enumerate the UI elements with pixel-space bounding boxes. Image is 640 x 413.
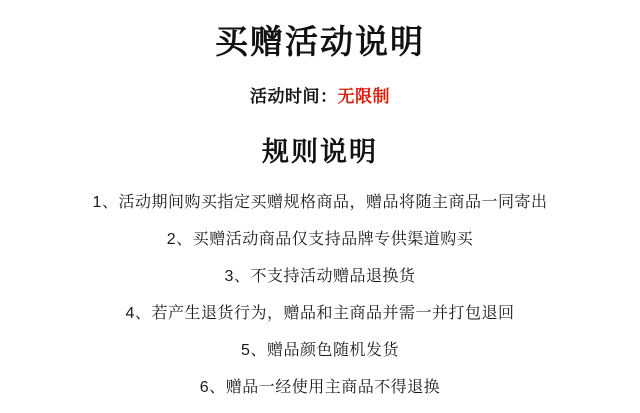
activity-period: [250, 82, 390, 107]
list-item: 3、不支持活动赠品退换货: [224, 267, 416, 285]
activity-period-value: 无限制: [337, 86, 390, 106]
section-title-rules: 规则说明: [262, 136, 378, 167]
activity-period-label: 活动时间：: [250, 86, 338, 106]
list-item: 2、买赠活动商品仅支持品牌专供渠道购买: [166, 230, 474, 248]
page-title: 买赠活动说明: [215, 23, 425, 60]
list-item: 4、若产生退货行为，赠品和主商品并需一并打包退回: [125, 304, 515, 322]
list-item: 1、活动期间购买指定买赠规格商品，赠品将随主商品一同寄出: [92, 193, 548, 211]
list-item: 5、赠品颜色随机发货: [241, 341, 399, 359]
rules-list: [20, 191, 620, 413]
list-item: 6、赠品一经使用主商品不得退换: [199, 378, 441, 396]
